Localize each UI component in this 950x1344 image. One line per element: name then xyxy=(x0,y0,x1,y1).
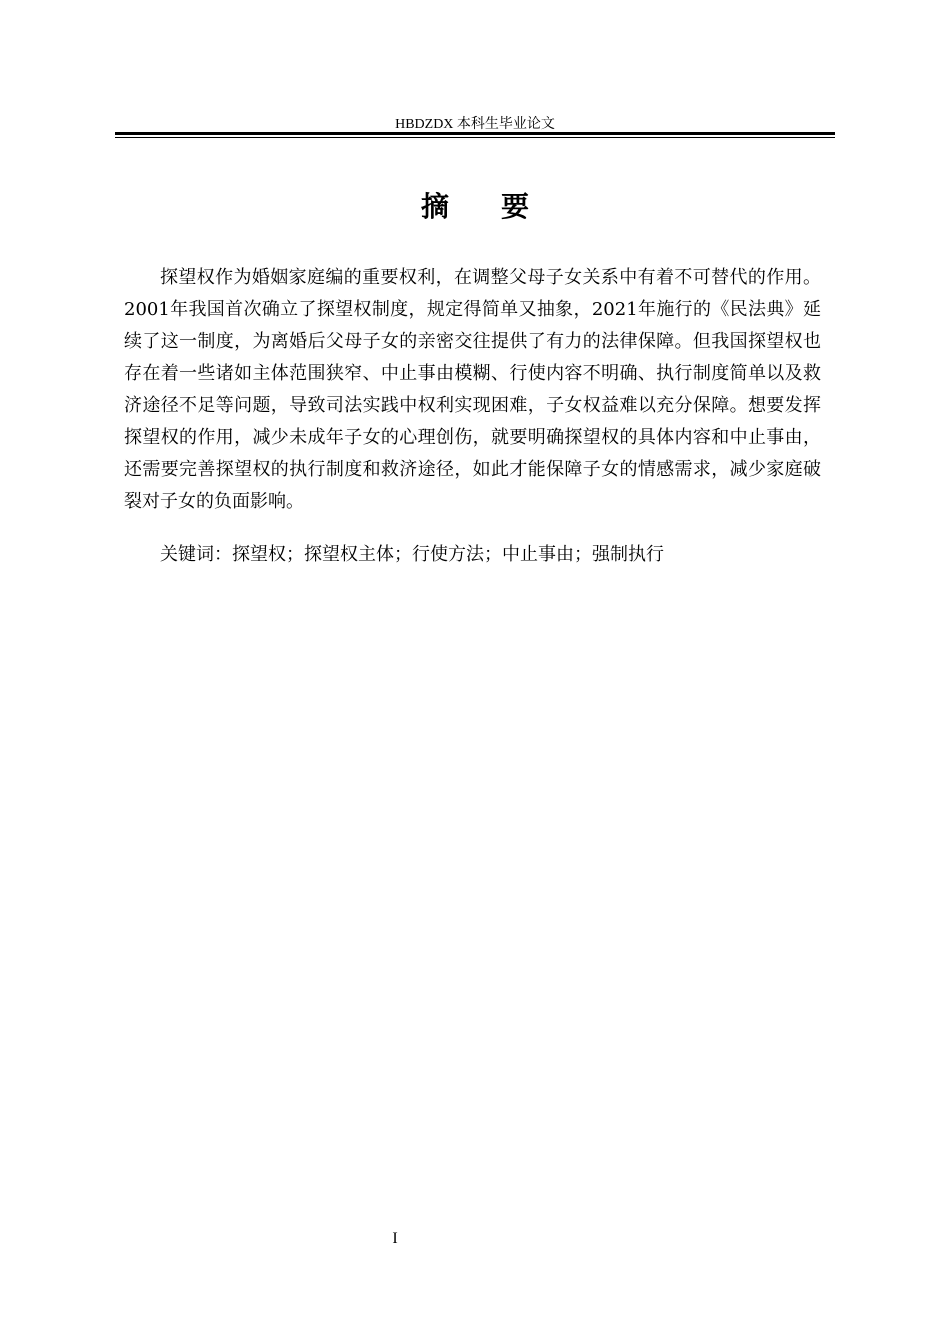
page-number: I xyxy=(392,1230,398,1247)
abstract-paragraph: 探望权作为婚姻家庭编的重要权利，在调整父母子女关系中有着不可替代的作用。2001年我国首次确立了探望权制度，规定得简单又抽象，2021年施行的《民法典》延续了这一制度，为离婚后父母子女的亲密交往提供了有力的法律保障。但我国探望权也存在着一些诸如主体范围狭窄、中止事由模糊、行使内容不明确、执行制度简单以及救济途径不足等问题，导致司法实践中权利实现困难，子女权益难以充分保障。想要发挥探望权的作用，减少未成年子女的心理创伤，就要明确探望权的具体内容和中止事由，还需要完善探望权的执行制度和救济途径，如此才能保障子女的情感需求，减少家庭破裂对子女的负面影响。 xyxy=(124,267,821,512)
keywords-line: 关键词：探望权；探望权主体；行使方法；中止事由；强制执行 xyxy=(160,544,664,565)
running-header: HBDZDX 本科生毕业论文 xyxy=(395,117,555,132)
header-rule-thick xyxy=(115,132,835,135)
header-rule-thin xyxy=(115,137,835,138)
page-title: 摘要 xyxy=(420,190,581,223)
